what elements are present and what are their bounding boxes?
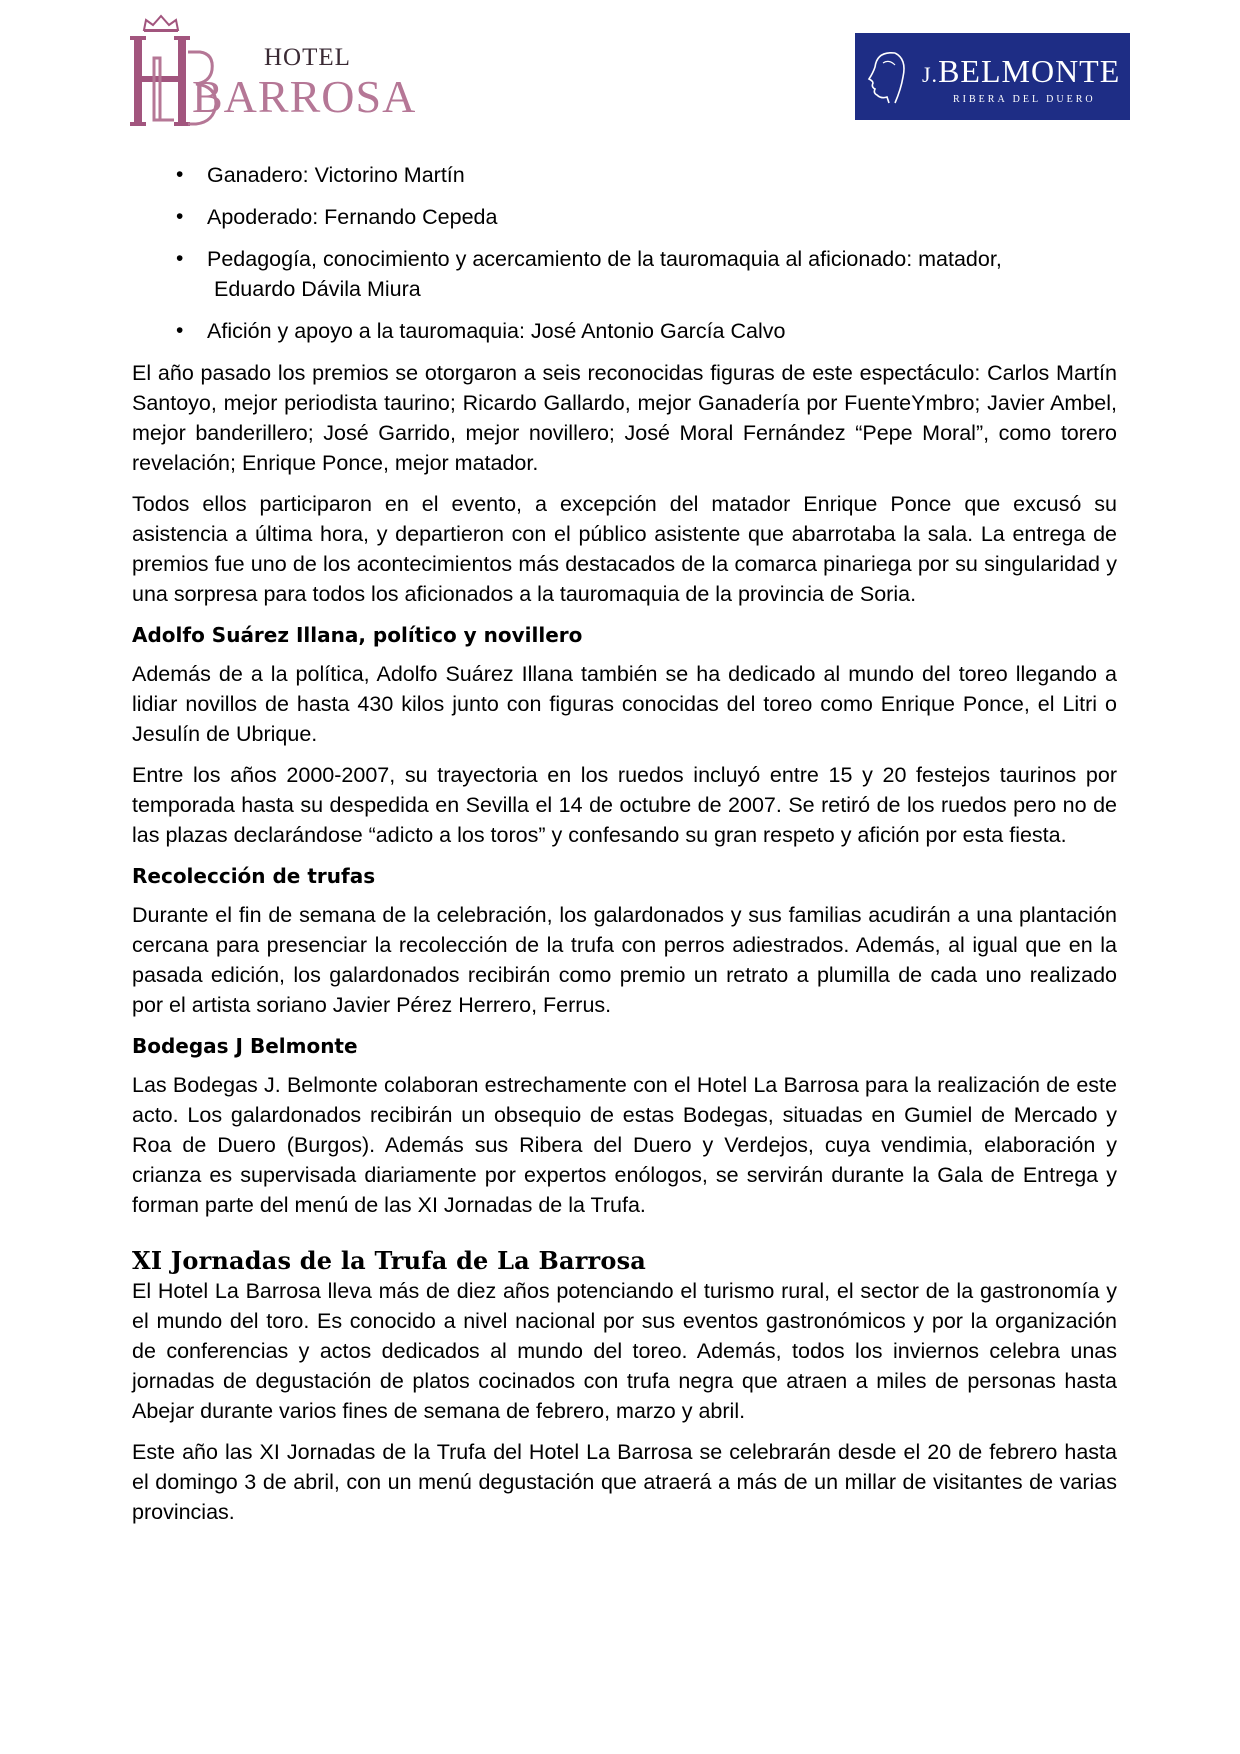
belmonte-initial: J. (922, 62, 939, 87)
hotel-barrosa-logo (130, 14, 417, 126)
belmonte-wordmark (922, 53, 1120, 90)
paragraph: El Hotel La Barrosa lleva más de diez años potenciando el turismo rural, el sector de la gastronomía y el mundo del toro. Es conocido a nivel nacional por sus eventos gastronómicos y por la organización de conferencias y actos dedicados al mundo del toreo. Además, todos los inviernos celebra unas jornadas de degustación de platos cocinados con trufa negra que atraen a miles de personas hasta Abejar durante varios fines de semana de febrero, marzo y abril. (132, 1279, 1117, 1423)
list-item: • Pedagogía, conocimiento y acercamiento de la tauromaquia al aficionado: matador, Eduardo Dávila Miura (132, 244, 1117, 304)
paragraph: Además de a la política, Adolfo Suárez Illana también se ha dedicado al mundo del toreo llegando a lidiar novillos de hasta 430 kilos junto con figuras conocidas del toreo como Enrique Ponce, el Litri o Jesulín de Ubrique. (132, 662, 1117, 746)
barrosa-wordmark: BARROSA (192, 71, 417, 122)
subheading-trufas: Recolección de trufas (132, 864, 376, 888)
paragraph: Entre los años 2000-2007, su trayectoria en los ruedos incluyó entre 15 y 20 festejos taurinos por temporada hasta su despedida en Sevilla el 14 de octubre de 2007. Se retiró de los ruedos pero no de las plazas declarándose “adicto a los toros” y confesando su gran respeto y afición por esta fiesta. (132, 763, 1117, 847)
paragraph: Durante el fin de semana de la celebración, los galardonados y sus familias acudirán a una plantación cercana para presenciar la recolección de la trufa con perros adiestrados. Además, al igual que en la pasada edición, los galardonados recibirán como premio un retrato a plumilla de cada uno realizado por el artista soriano Javier Pérez Herrero, Ferrus. (132, 903, 1117, 1017)
ribera-del-duero-label: RIBERA DEL DUERO (953, 94, 1096, 105)
list-item: • Afición y apoyo a la tauromaquia: José Antonio García Calvo (132, 316, 1117, 346)
subheading-bodegas: Bodegas J Belmonte (132, 1034, 358, 1058)
list-item: • Ganadero: Victorino Martín (132, 160, 1117, 190)
award-list (132, 160, 1117, 346)
document-body (132, 160, 1117, 1538)
list-item: • Apoderado: Fernando Cepeda (132, 202, 1117, 232)
paragraph: Las Bodegas J. Belmonte colaboran estrechamente con el Hotel La Barrosa para la realización de este acto. Los galardonados recibirán un obsequio de estas Bodegas, situadas en Gumiel de Mercado y Roa de Duero (Burgos). Además sus Ribera del Duero y Verdejos, cuya vendimia, elaboración y crianza es supervisada diariamente por expertos enólogos, se servirán durante la Gala de Entrega y forman parte del menú de las XI Jornadas de la Trufa. (132, 1073, 1117, 1217)
section-heading-jornadas: XI Jornadas de la Trufa de La Barrosa (132, 1246, 647, 1275)
subheading-adolfo: Adolfo Suárez Illana, político y novillero (132, 623, 583, 647)
profile-head-icon (865, 49, 909, 105)
paragraph: Todos ellos participaron en el evento, a excepción del matador Enrique Ponce que excusó su asistencia a última hora, y departieron con el público asistente que abarrotaba la sala. La entrega de premios fue uno de los acontecimientos más destacados de la comarca pinariega por su singularidad y una sorpresa para todos los aficionados a la tauromaquia de la provincia de Soria. (132, 492, 1117, 606)
paragraph: El año pasado los premios se otorgaron a seis reconocidas figuras de este espectáculo: Carlos Martín Santoyo, mejor periodista taurino; Ricardo Gallardo, mejor Ganadería por FuenteYmbro; Javier Ambel, mejor banderillero; José Garrido, mejor novillero; José Moral Fernández “Pepe Moral”, como torero revelación; Enrique Ponce, mejor matador. (132, 361, 1117, 475)
paragraph: Este año las XI Jornadas de la Trufa del Hotel La Barrosa se celebrarán desde el 20 de febrero hasta el domingo 3 de abril, con un menú degustación que atraerá a más de un millar de visitantes de varias provincias. (132, 1440, 1117, 1524)
crown-icon (142, 14, 180, 32)
belmonte-name: BELMONTE (938, 53, 1121, 89)
belmonte-logo (855, 33, 1130, 120)
hotel-label: HOTEL (264, 44, 351, 71)
